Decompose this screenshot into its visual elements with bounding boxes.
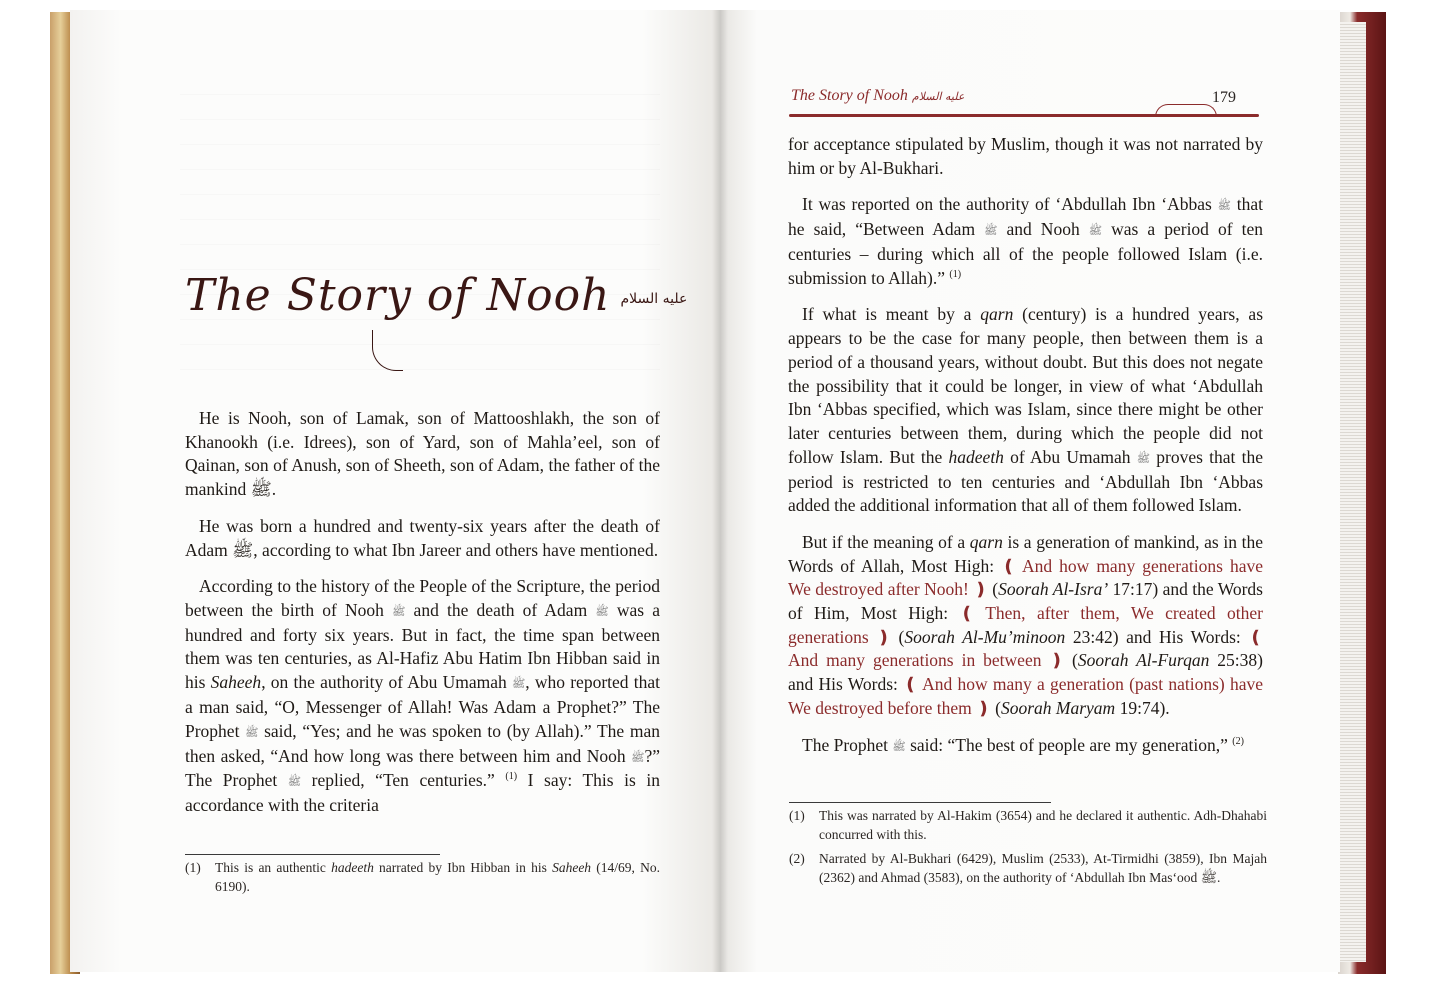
footnote-number: (1) [185,860,201,875]
paragraph: for acceptance stipulated by Muslim, though it was not narrated by him or by Al-Bukhari. [788,134,1263,178]
footnote-text: This was narrated by Al-Hakim (3654) and he declared it authentic. Adh-Dhahabi concurred with this. [819,808,1267,842]
page-edges [1336,22,1366,962]
quran-quote: ❪ And how many a generation (past nations) have We destroyed before them ❫ [788,674,1263,718]
bleed-through-text [180,70,660,370]
paragraph: But if the meaning of a qarn is a generation of mankind, as in the Words of Allah, Most High: ❪ And how many generations have We destroyed after Nooh! ❫ (Soorah Al-Isra’ 17:17) and the Words of Him, Most High: ❪ Then, after them, We created other generations ❫ (Soorah Al-Mu’minoon 23:42) and His Words: ❪ And many generations in between ❫ (Soorah Al-Furqan 25:38) and His Words: ❪ And how many a generation (past nations) have We destroyed before them ❫ (Soorah Maryam 19:74). [788,531,1264,718]
right-footnotes [789,806,1267,892]
paragraph: If what is meant by a qarn (century) is a hundred years, as appears to be the case for many people, then between them is a period of a thousand years, without doubt. But this does not negate the possibility that it could be longer, in view of what ‘Abdullah Ibn ‘Abbas specified, which was Islam, since there might be other later centuries between them, during which the people did not follow Islam. But the hadeeth of Abu Umamah ﷺ proves that the period is restricted to ten centuries and ‘Abdullah Ibn ‘Abbas added the additional information that all of them followed Islam. [788,304,1264,516]
chapter-title-text: The Story of Nooh [185,270,611,321]
footnote-ref[interactable]: (1) [505,771,518,783]
footnote-ref[interactable]: (1) [949,268,962,280]
paragraph: It was reported on the authority of ‘Abdullah Ibn ‘Abbas ﷺ that he said, “Between Adam ﷺ and Nooh ﷺ was a period of ten centuries – during which all of the people followed Islam (i.e. submission to Allah).” $^{(1)}$ [788,194,1264,288]
quran-quote: ❪ And how many generations have We destroyed after Nooh! ❫ [788,555,1263,600]
book-gutter [712,10,728,972]
honorific-mark: عليه السلام [620,290,688,307]
left-page-body [185,407,660,831]
footnote [185,858,660,896]
quran-quote: ❪ Then, after them, We created other generations ❫ [788,603,1263,647]
left-footnotes [185,858,660,901]
footnote-text: This is an authentic hadeeth narrated by Ibn Hibban in his Saheeh (14/69, No. 6190). [215,860,660,894]
chapter-title [185,270,687,321]
footnote-number: (1) [789,808,805,823]
paragraph: He was born a hundred and twenty-six years after the death of Adam ﷺ, according to what Ibn Jareer and others have mentioned. [185,515,660,560]
page-number: 179 [1212,89,1236,106]
paragraph: According to the history of the People of the Scripture, the period between the birth of Nooh ﷺ and the death of Adam ﷺ was a hundred and forty six years. But in fact, the time span between them was ten centuries, as Al-Hafiz Abu Hatim Ibn Hibban said in his Saheeh, on the authority of Abu Umamah ﷺ, who reported that a man said, “O, Messenger of Allah! Was Adam a Prophet?” The Prophet ﷺ said, “Yes; and he was spoken to (by Allah).” The man then asked, “And how long was there between him and Nooh ﷺ?” The Prophet ﷺ replied, “Ten centuries.” $^{(1)}$ I say: This is in accordance with the criteria [185,576,660,816]
right-page-body [788,133,1263,771]
footnote-rule [789,802,1051,803]
footnote-rule [185,854,440,855]
paragraph: The Prophet ﷺ said: “The best of people are my generation,” $^{(2)}$ [802,734,1244,755]
footnote [789,849,1267,887]
running-head: The Story of Nooh عليه السلام [791,87,965,104]
quran-quote: ❪ And many generations in between ❫ [788,626,1264,671]
paragraph: He is Nooh, son of Lamak, son of Mattooshlakh, the son of Khanookh (i.e. Idrees), son of Yard, son of Mahla’eel, son of Qainan, son of Anush, son of Sheeth, son of Adam, the father of the mankind ﷺ. [185,408,660,500]
footnote-number: (2) [789,851,805,866]
footnote [789,806,1267,844]
header-rule [789,114,1259,117]
footnote-ref[interactable]: (2) [1232,735,1244,747]
footnote-text: Narrated by Al-Bukhari (6429), Muslim (2533), At-Tirmidhi (3859), Ibn Majah (2362) and Ahmad (3583), on the authority of ‘Abdullah Ibn Mas‘ood ﷺ. [819,851,1267,885]
